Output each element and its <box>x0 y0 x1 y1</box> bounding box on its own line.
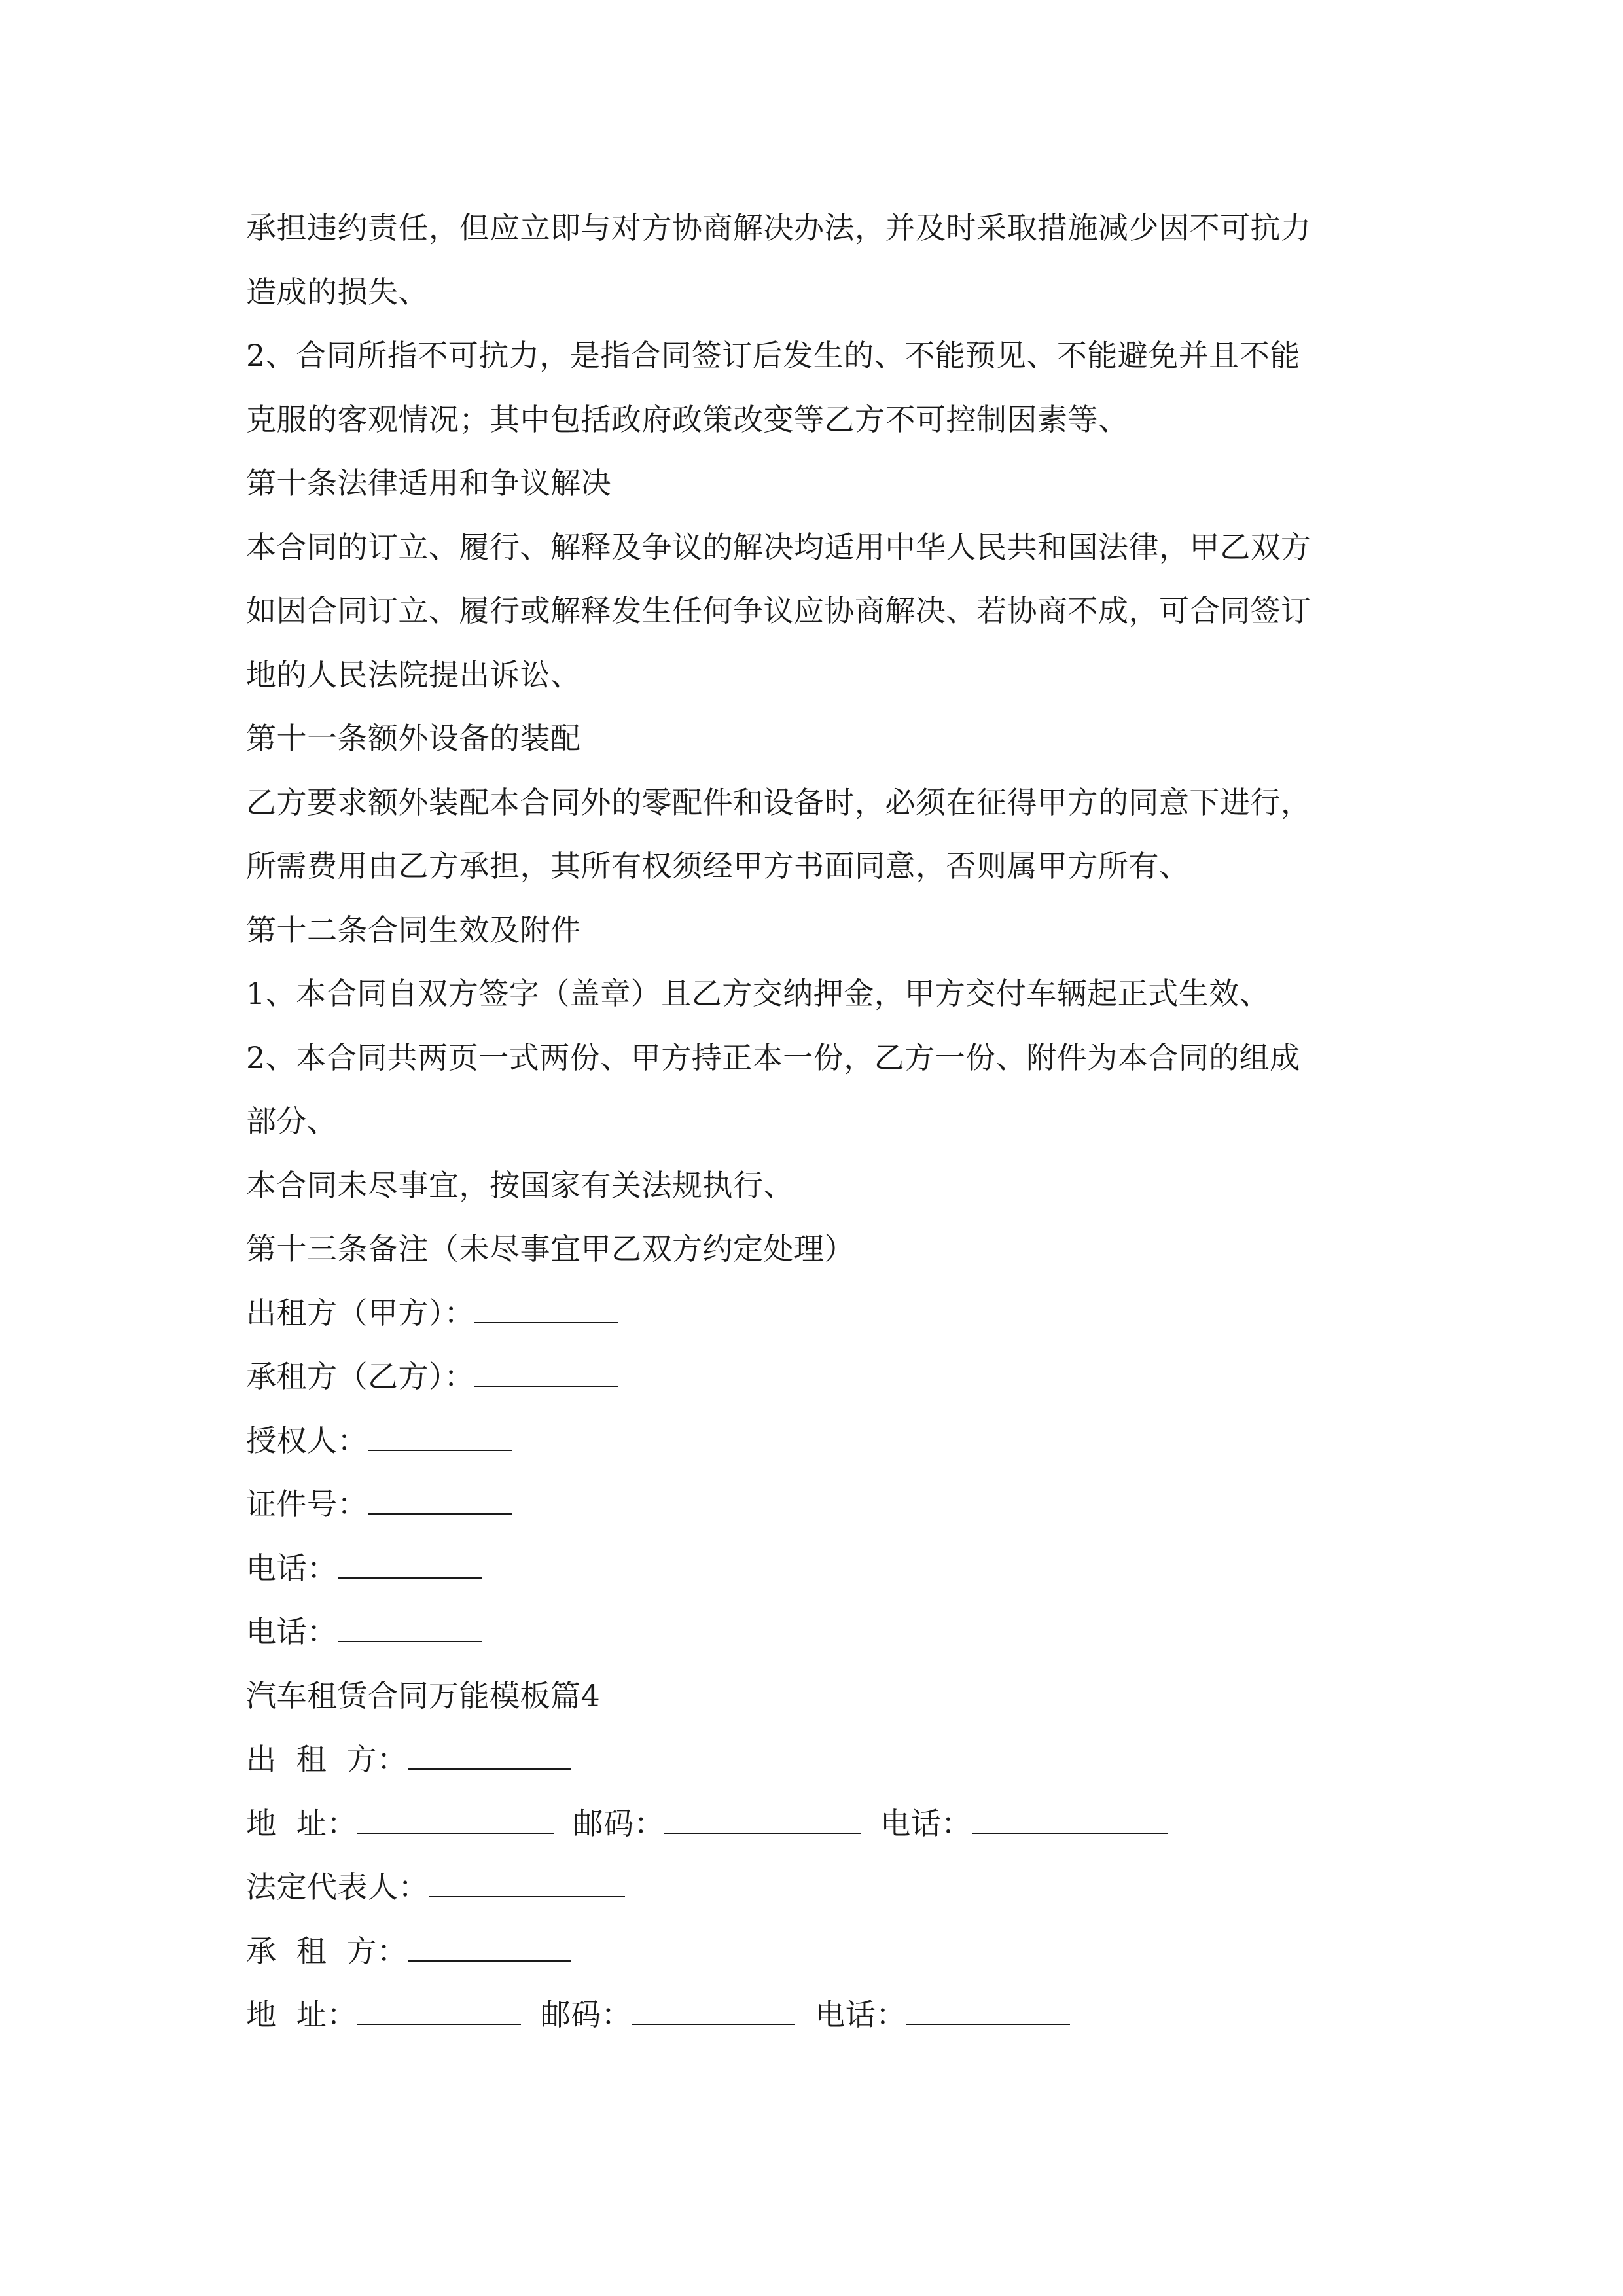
lessee-label: 承 租 方： <box>246 1933 408 1969</box>
address-blank[interactable] <box>357 1809 554 1834</box>
lessee-signature-blank[interactable] <box>474 1362 618 1387</box>
signature-label: 证件号： <box>246 1486 368 1522</box>
address-blank[interactable] <box>357 2000 521 2025</box>
paragraph-line: 1、本合同自双方签字（盖章）且乙方交纳押金，甲方交付车辆起正式生效、 <box>246 976 1270 1011</box>
signature-field-authorized <box>246 1409 1398 1473</box>
lessee-blank[interactable] <box>408 1937 571 1962</box>
signature-label: 出租方（甲方）： <box>246 1295 474 1331</box>
signature-field-id-number <box>246 1473 1398 1537</box>
lessee-field <box>246 1920 1398 1984</box>
paragraph-line: 本合同的订立、履行、解释及争议的解决均适用中华人民共和国法律，甲乙双方 <box>246 529 1311 565</box>
article-heading-11: 第十一条额外设备的装配 <box>246 721 581 756</box>
section-title: 汽车租赁合同万能模板篇4 <box>246 1677 601 1713</box>
paragraph-line: 造成的损失、 <box>246 274 429 310</box>
legal-rep-label: 法定代表人： <box>246 1869 429 1905</box>
paragraph-line: 所需费用由乙方承担，其所有权须经甲方书面同意，否则属甲方所有、 <box>246 848 1190 884</box>
signature-label: 电话： <box>246 1550 338 1586</box>
legal-representative-field <box>246 1856 1398 1920</box>
postcode-label: 邮码： <box>573 1805 665 1841</box>
postcode-label: 邮码： <box>540 1997 632 2032</box>
signature-field-lessee <box>246 1345 1398 1409</box>
signature-field-phone <box>246 1537 1398 1601</box>
phone-label: 电话： <box>880 1805 972 1841</box>
address-label: 地 址： <box>246 1997 357 2032</box>
phone-blank[interactable] <box>338 1617 482 1642</box>
lessor-signature-blank[interactable] <box>474 1299 618 1323</box>
signature-field-lessor <box>246 1282 1398 1346</box>
signature-field-phone <box>246 1600 1398 1664</box>
article-heading-13: 第十三条备注（未尽事宜甲乙双方约定处理） <box>246 1231 855 1266</box>
phone-blank[interactable] <box>338 1554 482 1579</box>
paragraph-line: 地的人民法院提出诉讼、 <box>246 656 581 692</box>
authorized-person-blank[interactable] <box>368 1426 512 1451</box>
paragraph-line: 2、本合同共两页一式两份、甲方持正本一份，乙方一份、附件为本合同的组成 <box>246 1039 1300 1075</box>
paragraph-line: 克服的客观情况；其中包括政府政策改变等乙方不可控制因素等、 <box>246 401 1129 437</box>
phone-blank[interactable] <box>906 2000 1070 2025</box>
article-heading-10: 第十条法律适用和争议解决 <box>246 465 611 501</box>
lessor-label: 出 租 方： <box>246 1742 408 1777</box>
legal-rep-blank[interactable] <box>429 1873 625 1897</box>
postcode-blank[interactable] <box>632 2000 795 2025</box>
phone-label: 电话： <box>815 1997 906 2032</box>
phone-blank[interactable] <box>972 1809 1168 1834</box>
article-heading-12: 第十二条合同生效及附件 <box>246 912 581 948</box>
lessor-contact-row <box>246 1792 1398 1856</box>
id-number-blank[interactable] <box>368 1490 512 1515</box>
paragraph-line: 如因合同订立、履行或解释发生任何争议应协商解决、若协商不成，可合同签订 <box>246 593 1311 628</box>
lessor-field <box>246 1728 1398 1792</box>
lessor-blank[interactable] <box>408 1745 571 1770</box>
paragraph-line: 本合同未尽事宜，按国家有关法规执行、 <box>246 1167 794 1203</box>
signature-label: 授权人： <box>246 1422 368 1458</box>
paragraph-line: 部分、 <box>246 1103 338 1139</box>
paragraph-line: 承担违约责任，但应立即与对方协商解决办法，并及时采取措施减少因不可抗力 <box>246 210 1311 245</box>
signature-label: 承租方（乙方）： <box>246 1359 474 1394</box>
document-body <box>246 196 1398 2047</box>
address-label: 地 址： <box>246 1805 357 1841</box>
lessee-contact-row <box>246 1983 1398 2047</box>
signature-label: 电话： <box>246 1614 338 1649</box>
paragraph-line: 2、合同所指不可抗力，是指合同签订后发生的、不能预见、不能避免并且不能 <box>246 338 1300 373</box>
postcode-blank[interactable] <box>664 1809 861 1834</box>
paragraph-line: 乙方要求额外装配本合同外的零配件和设备时，必须在征得甲方的同意下进行， <box>246 784 1311 820</box>
